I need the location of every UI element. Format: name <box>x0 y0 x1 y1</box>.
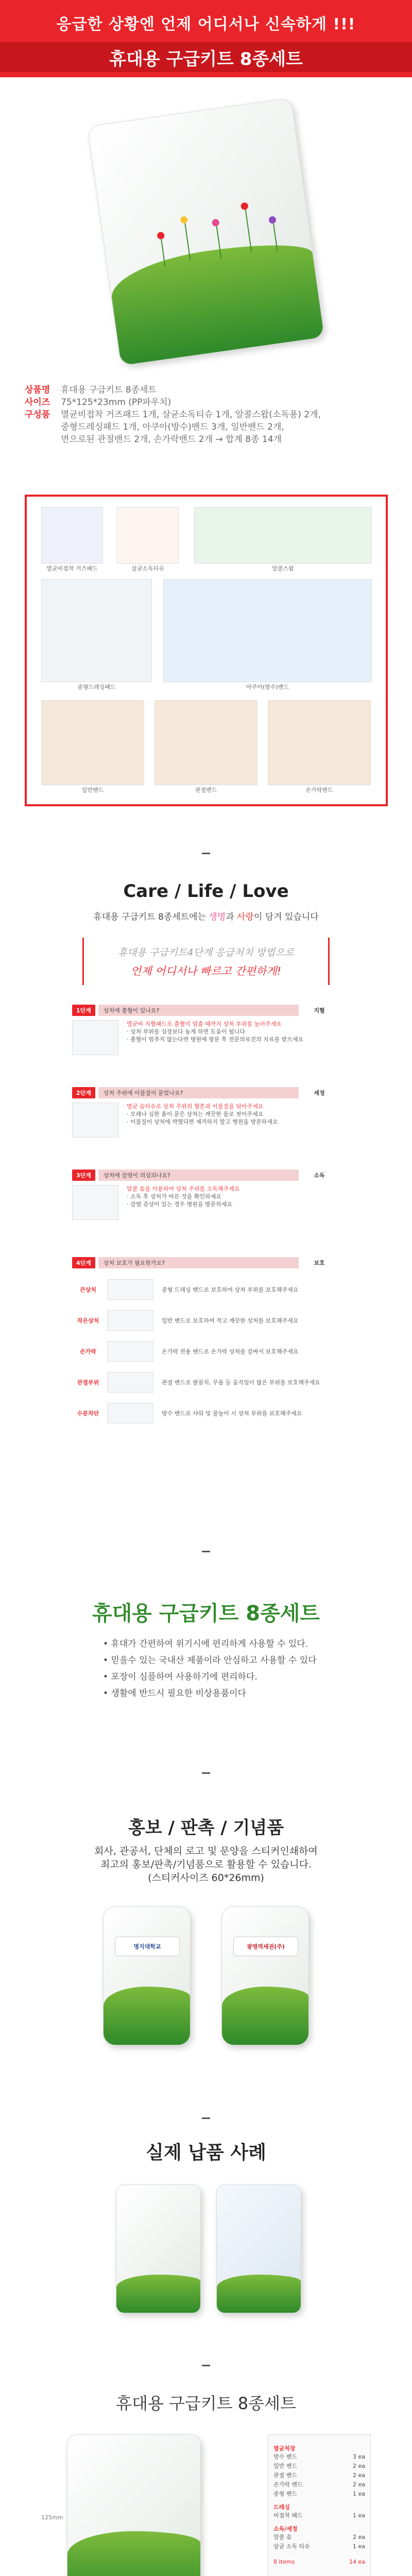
real-case-title: 실제 납품 사례 <box>146 2142 266 2163</box>
product-spec <box>0 384 412 446</box>
promo-description: 회사, 관공서, 단체의 로고 및 문양을 스티커인쇄하여 최고의 홍보/판촉/기념품으로 활용할 수 있습니다. (스티커사이즈 60*26mm) <box>94 1845 318 1884</box>
step-2: 2단계 상처 주위에 이물질이 묻었나요? 세정 멸균 솜티슈로 상처 주위의 혈흔과 이물질을 닦아주세요 · 모래나 심한 흙이 묻은 상처는 깨끗한 물로 씻어주세요 · 이물질이 상처에 박혔다면 제거하지 말고 병원을 방문하세요 <box>72 1087 340 1138</box>
footer-product <box>67 2434 201 2576</box>
contents-card: 멸균처장 방수 밴드 3 ea 일반 밴드 2 ea 관절 밴드 2 ea 손가락 밴드 2 ea 중형 밴드 1 ea 드레싱 비접착 패드 1 ea 소독/세정 알콜 솜 2 ea 살균 소독 티슈 1 ea 8 Items 14 ea <box>268 2434 371 2576</box>
spec-key: 구성품 <box>25 410 50 420</box>
component-alcohol-swab: 알콜스왑 <box>194 507 372 564</box>
care-callout-line2: 언제 어디서나 빠르고 간편하게! <box>130 965 282 977</box>
protect-row: 관절부위 관절 밴드로 팔꿈치, 무릎 등 움직임이 많은 부위를 보호해주세요 <box>72 1370 340 1394</box>
component-joint-band: 관절밴드 <box>154 700 258 785</box>
promo-sample-2 <box>221 1906 309 2045</box>
spec-key: 상품명 <box>25 385 50 395</box>
care-title: Care / Life / Love <box>123 881 289 902</box>
promo-title: 홍보 / 판촉 / 기념품 <box>128 1818 284 1838</box>
protect-row: 작은상처 일반 밴드로 보호하여 작고 깨끗한 상처를 보호해주세요 <box>72 1309 340 1332</box>
header-title: 휴대용 구급키트 8종세트 <box>0 42 412 72</box>
step-3: 3단계 상처에 감염이 의심되나요? 소독 알콜 솜을 이용하여 상처 주위를 소독해주세요 · 소독 후 상처가 마른 것을 확인하세요 · 감염 증상이 있는 경우 병원을 방문하세요 <box>72 1170 340 1220</box>
promo-sample-1 <box>103 1906 191 2045</box>
real-case-photo-1 <box>116 2184 201 2313</box>
footer-title: 휴대용 구급키트 8종세트 <box>116 2394 296 2413</box>
component-regular-band: 일반밴드 <box>41 700 144 785</box>
protect-row: 손가락 손가락 전용 밴드로 손가락 상처를 감싸서 보호해주세요 <box>72 1340 340 1363</box>
component-dressing-pad: 중형드레싱패드 <box>41 579 152 682</box>
component-gauze: 멸균비접착 거즈패드 <box>41 507 103 564</box>
header-banner <box>0 0 412 77</box>
kit-feature: • 생활에 반드시 필요한 비상용품이다 <box>103 1688 246 1699</box>
spec-key <box>25 421 61 433</box>
real-case-photo-2 <box>216 2184 301 2313</box>
promo-sticker: 광명역세권(주) <box>233 1937 298 1956</box>
component-finger-band: 손가락밴드 <box>268 700 371 785</box>
dimension-height: 125mm <box>41 2514 63 2521</box>
kit-feature-list <box>103 1636 371 1702</box>
protect-row: 큰상처 중형 드레싱 밴드로 보호하여 상처 부위를 보호해주세요 <box>72 1278 340 1301</box>
step-1: 1단계 상처에 출혈이 있나요? 지혈 멸균비 지혈패드로 출혈이 멈출 때까지 상처 부위를 눌러주세요 · 상처 부위를 심장보다 높게 하면 도움이 됩니다 · 출혈이 멈추지 않는다면 병원에 방문 후 전문의료진의 치료를 받으세요 <box>72 1005 340 1055</box>
kit-title: 휴대용 구급키트 8종세트 <box>92 1602 320 1625</box>
header-slogan: 응급한 상황엔 언제 어디서나 신속하게 !!! <box>56 15 356 33</box>
component-tissue: 살균소독티슈 <box>117 507 179 564</box>
care-subtitle: 휴대용 구급키트 8종세트에는 생명과 사랑이 담겨 있습니다 <box>93 912 319 922</box>
spec-value: 75*125*23mm (PP파우치) <box>61 397 171 408</box>
promo-sticker: 명지대학교 <box>115 1937 180 1956</box>
spec-value: 멸균비접착 거즈패드 1개, 살균소독티슈 1개, 알콜스왑(소독용) 2개, <box>61 410 321 420</box>
spec-value: 휴대용 구급키트 8종세트 <box>61 385 157 395</box>
spec-value: 중형드레싱패드 1개, 아쿠아(방수)밴드 3개, 일반밴드 2개, <box>61 422 284 432</box>
components-grid <box>25 495 388 806</box>
spec-key: 사이즈 <box>25 397 50 408</box>
care-callout <box>82 938 330 985</box>
kit-feature: • 포장이 심플하여 사용하기에 편리하다. <box>103 1672 258 1682</box>
spec-key <box>25 433 61 446</box>
component-aqua-band: 아쿠아(방수)밴드 <box>163 579 372 682</box>
step-4: 4단계 상처 보호가 필요한가요? 보호 <box>72 1257 340 1268</box>
care-callout-line1: 휴대용 구급키트4단계 응급처치 방법으로 <box>117 947 295 958</box>
kit-feature: • 믿을수 있는 국내산 제품이라 안심하고 사용할 수 있다 <box>103 1655 317 1666</box>
product-photo <box>87 97 325 366</box>
spec-value: 면으로된 관절밴드 2개, 손가락밴드 2개 → 합계 8종 14개 <box>61 434 282 445</box>
kit-feature: • 휴대가 간편하여 위기시에 편리하게 사용할 수 있다. <box>103 1639 308 1649</box>
protect-row: 수분차단 방수 밴드로 샤워 및 물놀이 시 상처 부위를 보호해주세요 <box>72 1401 340 1425</box>
